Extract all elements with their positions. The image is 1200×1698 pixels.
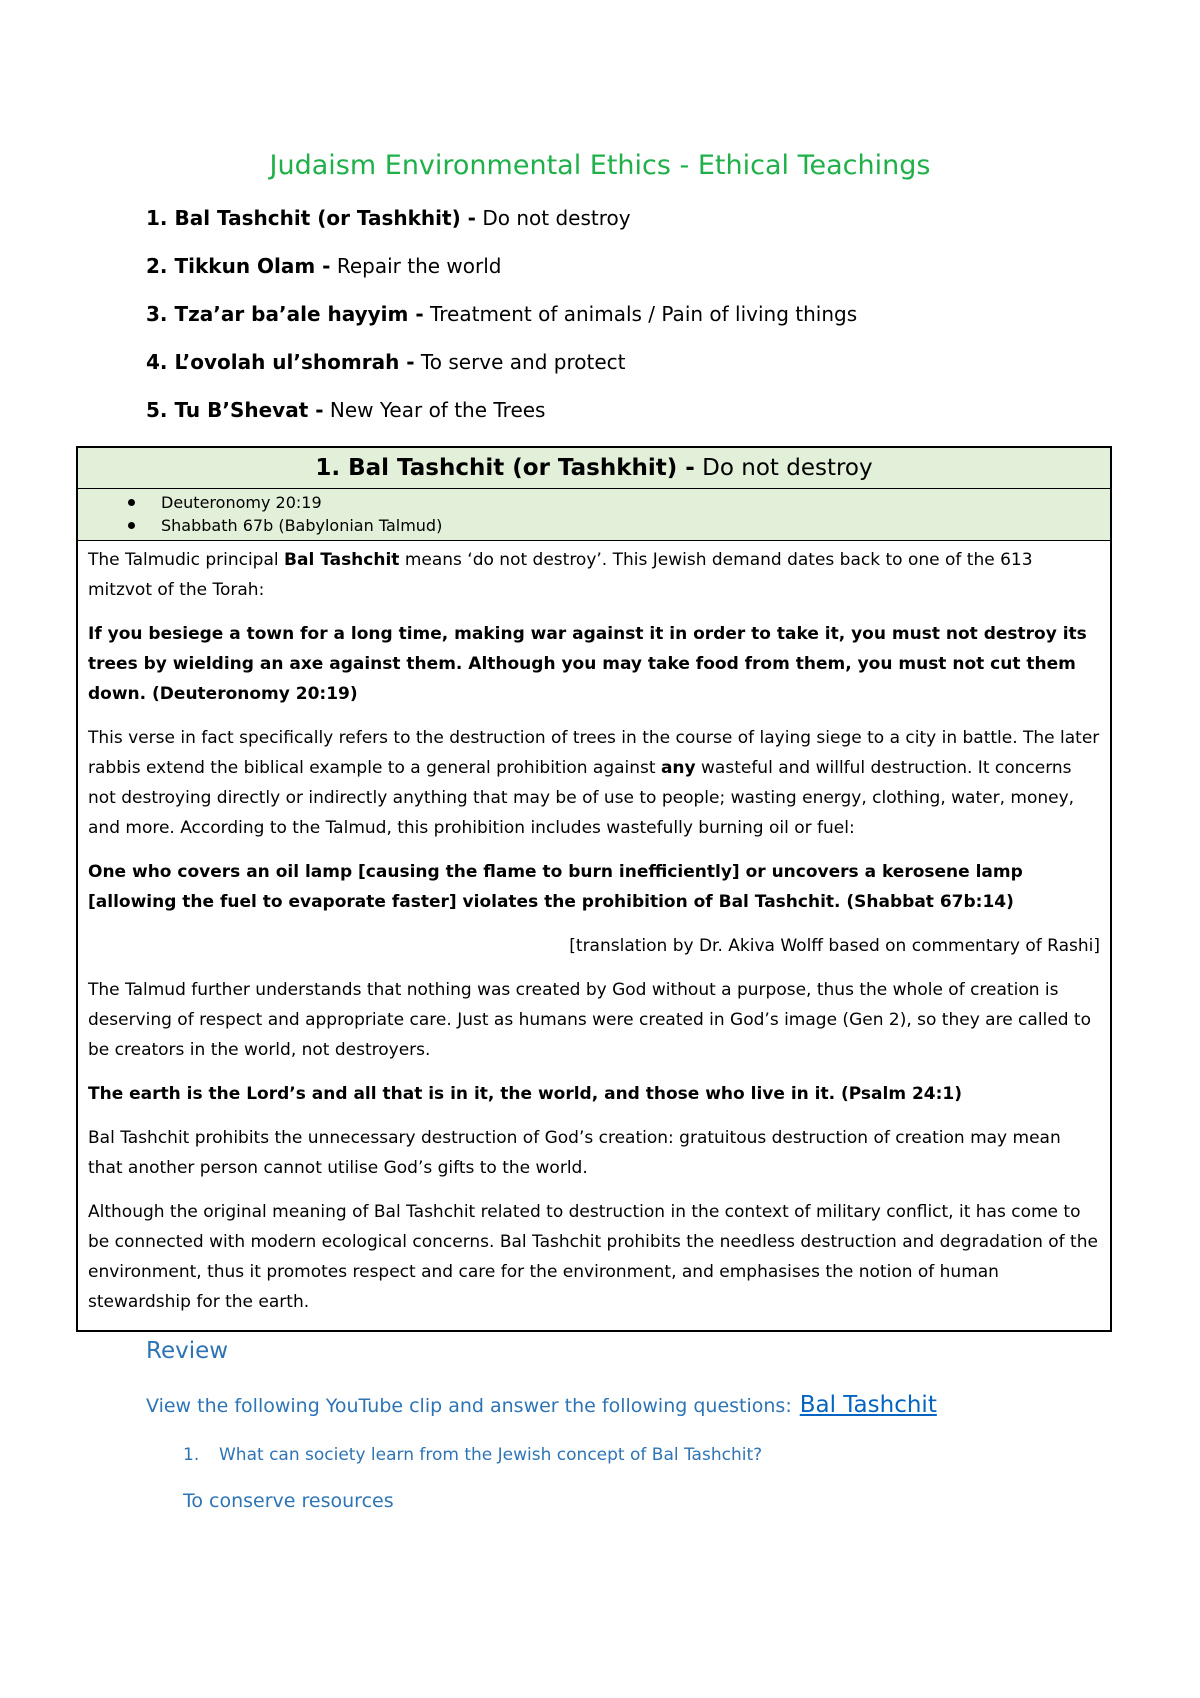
- paragraph: [88, 545, 1100, 605]
- paragraph-text: wasteful and willful destruction. It concerns not destroying directly or indirectly anything that may be of use to people; wasting energy, clothing, water, money, and more. According to the Talmud, this prohibition includes wastefully burning oil or fuel:: [88, 758, 1075, 838]
- paragraph: The Talmud further understands that nothing was created by God without a purpose, thus the whole of creation is deserving of respect and appropriate care. Just as humans were created in God’s image (Gen 2), so they are called to be creators in the world, not destroyers.: [88, 980, 1091, 1060]
- teaching-meaning: Repair the world: [330, 254, 502, 278]
- review-heading: Review: [146, 1338, 229, 1364]
- box-heading-term: 1. Bal Tashchit (or Tashkhit) -: [315, 455, 695, 481]
- box-heading: [78, 448, 1110, 489]
- teaching-meaning: New Year of the Trees: [323, 398, 546, 422]
- teaching-meaning: Treatment of animals / Pain of living things: [423, 302, 858, 326]
- paragraph-text: means ‘do not destroy’. This Jewish demand dates back to one of the 613 mitzvot of the Torah:: [88, 550, 1033, 600]
- talmud-quote: One who covers an oil lamp [causing the flame to burn inefficiently] or uncovers a kerosene lamp [allowing the fuel to evaporate faster] violates the prohibition of Bal Tashchit. (Shabbat 67b:14): [88, 862, 1023, 912]
- word-emphasis: any: [660, 758, 696, 778]
- teaching-item: [146, 398, 857, 446]
- psalm-quote: The earth is the Lord’s and all that is in it, the world, and those who live in it. (Psalm 24:1): [88, 1084, 963, 1104]
- instruction-text: View the following YouTube clip and answer the following questions:: [146, 1395, 792, 1417]
- paragraph-text: This verse in fact specifically refers to the destruction of trees in the course of laying siege to a city in battle. The later rabbis extend the biblical example to a general prohibition against: [88, 728, 1100, 778]
- teaching-term: 5. Tu B’Shevat -: [146, 398, 324, 422]
- teaching-item: [146, 254, 857, 302]
- teaching-term: 1. Bal Tashchit (or Tashkhit) -: [146, 206, 476, 230]
- teaching-meaning: Do not destroy: [475, 206, 631, 230]
- question-item: [183, 1445, 762, 1465]
- question-text: What can society learn from the Jewish concept of Bal Tashchit?: [219, 1445, 763, 1465]
- teaching-term: 2. Tikkun Olam -: [146, 254, 331, 278]
- teaching-item: [146, 302, 857, 350]
- reference-item: [78, 491, 1110, 514]
- paragraph-text: The Talmudic principal: [88, 550, 285, 570]
- paragraph: Although the original meaning of Bal Tashchit related to destruction in the context of military conflict, it has come to be connected with modern ecological concerns. Bal Tashchit prohibits the needless destruction and degradation of the environment, thus it promotes respect and care for the environment, and emphasises the notion of human stewardship for the earth.: [88, 1202, 1098, 1312]
- bullet-icon: [128, 499, 135, 506]
- box-heading-meaning: Do not destroy: [694, 455, 873, 481]
- term-emphasis: Bal Tashchit: [284, 550, 400, 570]
- reference-item: [78, 514, 1110, 537]
- paragraph: Bal Tashchit prohibits the unnecessary destruction of God’s creation: gratuitous destruction of creation may mean that another person cannot utilise God’s gifts to the world.: [88, 1128, 1061, 1178]
- question-number: 1.: [183, 1445, 200, 1465]
- teaching-item: [146, 206, 857, 254]
- reference-text: Deuteronomy 20:19: [161, 493, 322, 512]
- scripture-quote: If you besiege a town for a long time, making war against it in order to take it, you must not destroy its trees by wielding an axe against them. Although you may take food from them, you must not cut them down. (Deuteronomy 20:19): [88, 624, 1087, 704]
- references-list: [78, 489, 1110, 541]
- teaching-item: [146, 350, 857, 398]
- review-instruction: [146, 1392, 937, 1418]
- bal-tashchit-box: [76, 446, 1112, 1332]
- translation-note: [translation by Dr. Akiva Wolff based on commentary of Rashi]: [569, 936, 1100, 956]
- paragraph: [88, 723, 1100, 843]
- bullet-icon: [128, 522, 135, 529]
- page-title: Judaism Environmental Ethics - Ethical Teachings: [269, 150, 931, 181]
- box-body: [78, 541, 1110, 1317]
- answer-text: To conserve resources: [183, 1490, 394, 1512]
- teaching-term: 3. Tza’ar ba’ale hayyim -: [146, 302, 424, 326]
- teaching-term: 4. L’ovolah ul’shomrah -: [146, 350, 415, 374]
- youtube-link[interactable]: Bal Tashchit: [799, 1392, 937, 1418]
- teachings-list: [146, 206, 857, 446]
- teaching-meaning: To serve and protect: [414, 350, 626, 374]
- reference-text: Shabbath 67b (Babylonian Talmud): [161, 516, 443, 535]
